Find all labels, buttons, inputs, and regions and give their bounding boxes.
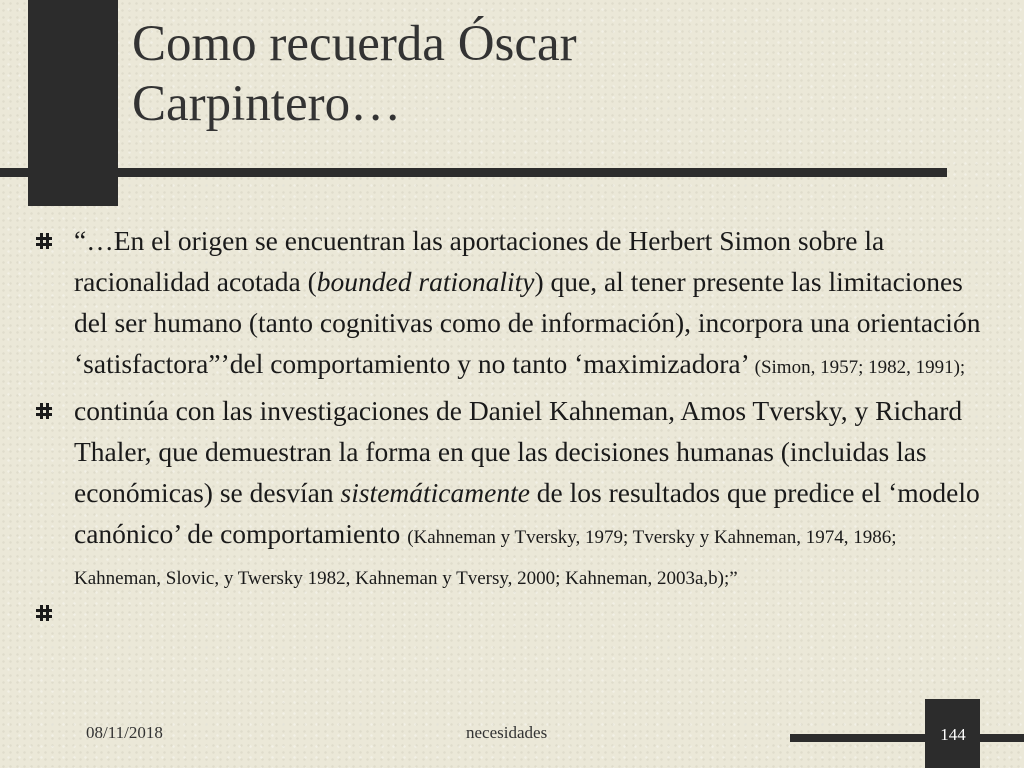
footer-text: necesidades [466,723,548,742]
bullet-citation: (Kahneman y Tversky, 1979; Tversky y Kahneman, 1974, 1986; Kahneman, Slovic, y Twersky 1982, Kahneman y Tversy, 2000; Kahneman, 2003a,b);” [74,527,897,589]
bullet-citation: (Simon, 1957; 1982, 1991); [754,357,966,378]
decor-title-rule [0,168,947,177]
bullet-emphasis: sistemáticamente [340,477,530,508]
hash-bullet-icon [36,403,52,419]
footer-date: 08/11/2018 [86,723,163,742]
bullet-text: continúa con las investigaciones de Daniel Kahneman, Amos Tversky, y Richard Thaler, que demuestran la forma en que las decisiones humanas (incluidas las económicas) se desvían [74,395,963,508]
bullet-item-empty [36,601,986,623]
bullet-text: de los resultados que predice el ‘modelo canónico’ de comportamiento [74,477,980,549]
decor-footer-rule-right [980,734,1024,742]
hash-bullet-icon [36,233,52,249]
bullet-emphasis: bounded rationality [316,266,535,297]
bullet-text: ) que, al tener presente las limitaciones del ser humano (tanto cognitivas como de información), incorpora una orientación ‘satisfactora”’del comportamiento y no tanto ‘maximizadora’ [74,266,981,379]
slide-title-line-1: Como recuerda Óscar [132,16,577,72]
page-number: 144 [940,725,966,744]
slide-title [132,14,992,134]
slide-title-line-2: Carpintero… [132,76,402,132]
bullet-item-kahneman [36,390,986,595]
decor-footer-rule-left [790,734,925,742]
hash-bullet-icon [36,605,52,621]
bullet-item-simon [36,220,986,384]
slide-body [36,220,986,623]
bullet-text: “…En el origen se encuentran las aportaciones de Herbert Simon sobre la racionalidad acotada ( [74,225,885,297]
